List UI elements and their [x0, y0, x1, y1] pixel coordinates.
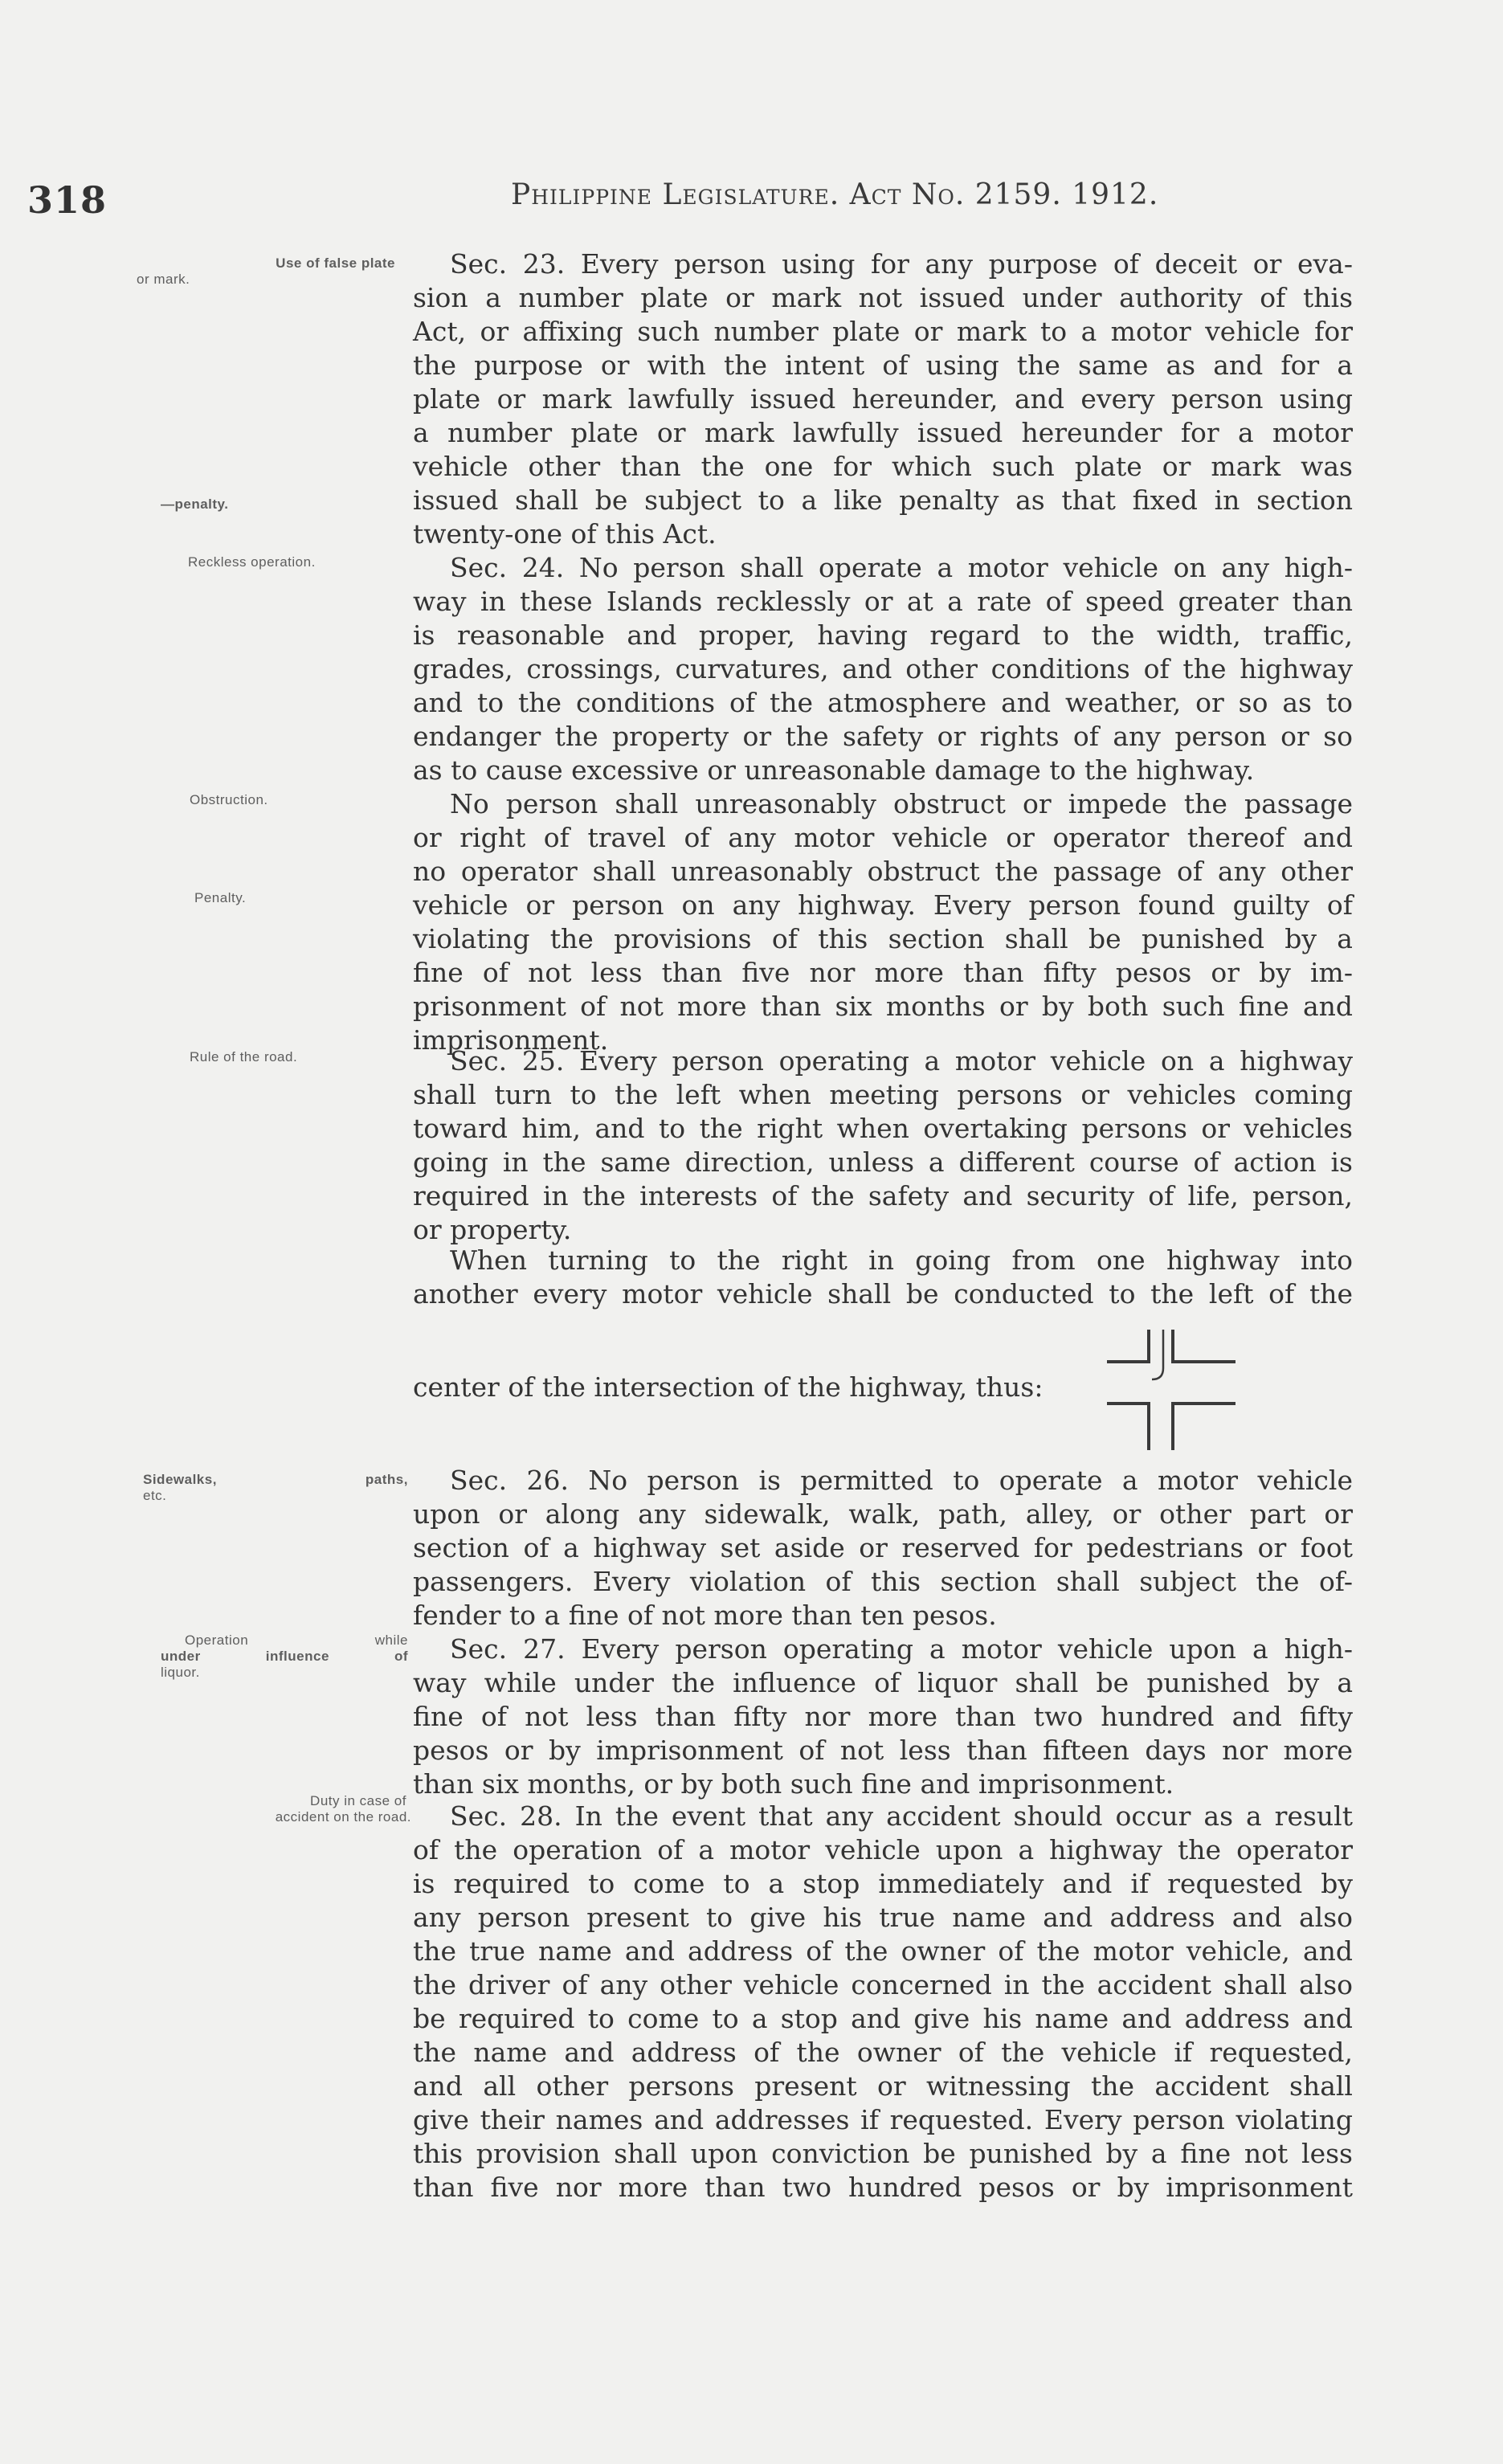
sidenote-accident	[161, 1793, 411, 1825]
sidenote-line: Duty in case of	[310, 1793, 406, 1808]
text-line: as to cause excessive or unreasonable damage to the highway.	[413, 754, 1255, 786]
text-line: No person shall unreasonably obstruct or impede the passage	[450, 788, 1353, 819]
text-line: endanger the property or the safety or rights of any person or so	[413, 721, 1353, 752]
text-line: the driver of any other vehicle concerned in the accident shall also	[413, 1969, 1353, 2000]
road-edge-bottom-right	[1173, 1404, 1235, 1450]
text-line: grades, crossings, curvatures, and other conditions of the highway	[413, 653, 1353, 684]
sidenote-line: Use of false plate	[276, 255, 395, 271]
sidenote-line: or mark.	[137, 272, 190, 287]
text-line: upon or along any sidewalk, walk, path, alley, or other part or	[413, 1498, 1353, 1530]
intersection-diagram	[1107, 1330, 1235, 1450]
sidenote-sidewalks	[143, 1472, 408, 1504]
text-line: Act, or affixing such number plate or mark to a motor vehicle for	[413, 316, 1353, 347]
text-line: Sec. 28. In the event that any accident should occur as a result	[450, 1800, 1353, 1832]
text-line: required in the interests of the safety and security of life, person,	[413, 1180, 1353, 1212]
text-line: section of a highway set aside or reserved for pedestrians or foot	[413, 1532, 1353, 1563]
text-line: center of the intersection of the highway, thus:	[413, 1371, 1044, 1403]
road-edge-top-left	[1107, 1330, 1149, 1362]
text-line: Sec. 25. Every person operating a motor vehicle on a highway	[450, 1045, 1353, 1077]
text-line: or property.	[413, 1214, 572, 1245]
text-line: sion a number plate or mark not issued under authority of this	[413, 282, 1353, 313]
sidenote-reckless	[188, 554, 487, 570]
text-line: way in these Islands recklessly or at a rate of speed greater than	[413, 586, 1353, 617]
text-line: imprisonment.	[413, 1024, 609, 1056]
text-line: or right of travel of any motor vehicle or operator thereof and	[413, 822, 1353, 853]
turn-path	[1152, 1330, 1163, 1379]
text-line: than six months, or by both such fine and imprisonment.	[413, 1768, 1174, 1800]
text-line: prisonment of not more than six months or by both such fine and	[413, 991, 1353, 1022]
text-line: shall turn to the left when meeting persons or vehicles coming	[413, 1079, 1353, 1110]
text-line: this provision shall upon conviction be punished by a fine not less	[413, 2138, 1353, 2169]
text-line: Sec. 27. Every person operating a motor vehicle upon a high-	[450, 1633, 1353, 1665]
text-line: When turning to the right in going from one highway into	[450, 1244, 1353, 1276]
text-line: fine of not less than five nor more than fifty pesos or by im-	[413, 957, 1353, 988]
text-line: and all other persons present or witnessing the accident shall	[413, 2070, 1353, 2102]
text-line: of the operation of a motor vehicle upon a highway the operator	[413, 1834, 1353, 1865]
text-line: going in the same direction, unless a different course of action is	[413, 1146, 1353, 1178]
text-line: the name and address of the owner of the vehicle if requested,	[413, 2037, 1353, 2068]
road-edge-top-right	[1173, 1330, 1235, 1362]
text-line: vehicle or person on any highway. Every person found guilty of	[413, 889, 1353, 921]
text-line: give their names and addresses if requested. Every person violating	[413, 2104, 1353, 2135]
text-line: pesos or by imprisonment of not less than fifteen days nor more	[413, 1735, 1353, 1766]
text-line: passengers. Every violation of this section shall subject the of-	[413, 1566, 1353, 1597]
sidenote-line: Rule of the road.	[190, 1049, 298, 1064]
text-line: Sec. 26. No person is permitted to operate a motor vehicle	[450, 1465, 1353, 1496]
road-edge-bottom-left	[1107, 1404, 1149, 1450]
sidenote-false-plate	[112, 255, 395, 288]
sidenote-line: accident on the road.	[275, 1809, 411, 1825]
text-line: than five nor more than two hundred pesos or by imprisonment	[413, 2172, 1353, 2203]
sidenote-obstruction	[190, 792, 488, 808]
text-line: is required to come to a stop immediately and if requested by	[413, 1868, 1353, 1899]
page-number: 318	[27, 178, 108, 222]
sidenote-line: Penalty.	[194, 890, 247, 905]
sidenote-line: Obstruction.	[190, 792, 268, 807]
sidenote-line: Reckless operation.	[188, 554, 316, 570]
sidenote-line: Operation while	[185, 1632, 408, 1648]
text-line: another every motor vehicle shall be conducted to the left of the	[413, 1278, 1353, 1310]
text-line: no operator shall unreasonably obstruct the passage of any other	[413, 856, 1353, 887]
text-line: Sec. 24. No person shall operate a motor vehicle on any high-	[450, 552, 1353, 583]
text-line: toward him, and to the right when overtaking persons or vehicles	[413, 1113, 1353, 1144]
sidenote-line: liquor.	[161, 1665, 200, 1680]
sidenote-line: —penalty.	[161, 496, 229, 512]
text-line: plate or mark lawfully issued hereunder, and every person using	[413, 383, 1353, 415]
text-line: twenty-one of this Act.	[413, 518, 717, 550]
text-line: the true name and address of the owner of the motor vehicle, and	[413, 1935, 1353, 1967]
sidenote-line: etc.	[143, 1488, 167, 1503]
text-line: violating the provisions of this section shall be punished by a	[413, 923, 1353, 954]
text-line: be required to come to a stop and give his name and address and	[413, 2003, 1353, 2034]
text-line: Sec. 23. Every person using for any purpose of deceit or eva-	[450, 248, 1353, 280]
text-line: fine of not less than fifty nor more than two hundred and fifty	[413, 1701, 1353, 1732]
sidenote-liquor	[161, 1632, 408, 1681]
text-line: vehicle other than the one for which such plate or mark was	[413, 451, 1353, 482]
sidenote-line: under influence of	[161, 1649, 408, 1664]
text-line: issued shall be subject to a like penalty as that fixed in section	[413, 484, 1353, 516]
running-head: Philippine Legislature. Act No. 2159. 1912.	[511, 178, 1159, 211]
sidenote-line: Sidewalks, paths,	[143, 1472, 408, 1487]
text-line: a number plate or mark lawfully issued hereunder for a motor	[413, 417, 1353, 448]
text-line: the purpose or with the intent of using the same as and for a	[413, 349, 1353, 381]
text-line: any person present to give his true name and address and also	[413, 1902, 1353, 1933]
text-line: and to the conditions of the atmosphere and weather, or so as to	[413, 687, 1353, 718]
text-line: way while under the influence of liquor shall be punished by a	[413, 1667, 1353, 1698]
text-line: fender to a fine of not more than ten pesos.	[413, 1600, 997, 1631]
text-line: is reasonable and proper, having regard to the width, traffic,	[413, 619, 1353, 651]
